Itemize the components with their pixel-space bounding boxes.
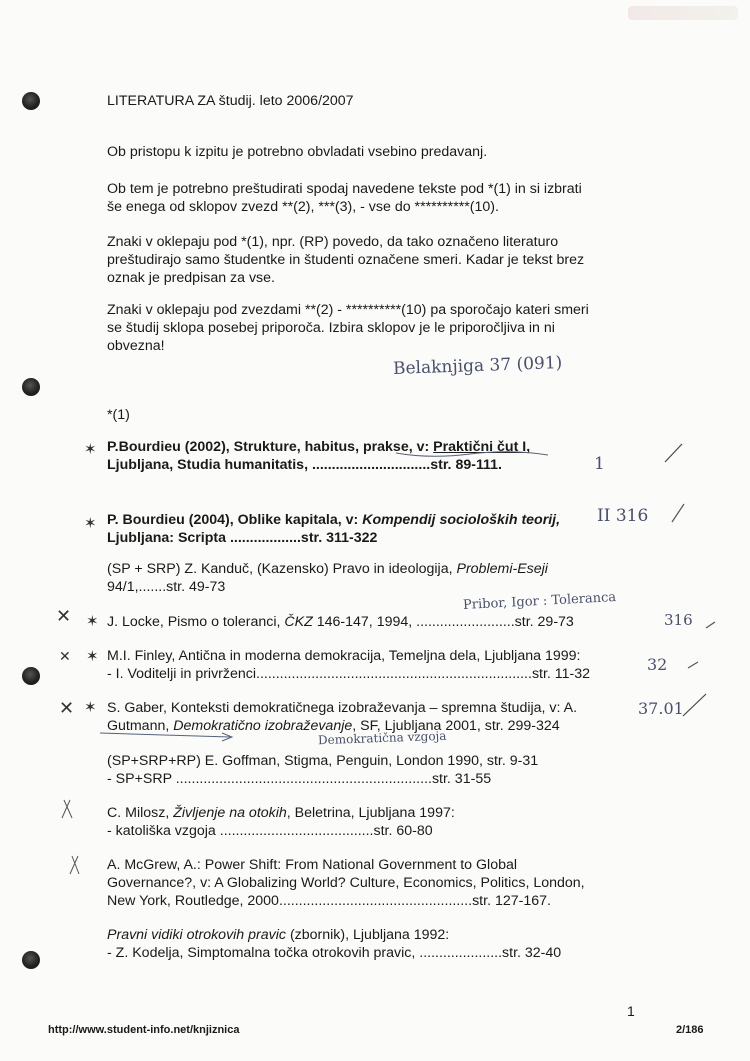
- intro-paragraph-2-line2: še enega od sklopov zvezd **(2), ***(3), - vse do **********(10).: [107, 199, 499, 215]
- star-mark-4: ✶: [86, 647, 99, 665]
- entry-finley-line1: M.I. Finley, Antična in moderna demokracija, Temeljna dela, Ljubljana 1999:: [107, 648, 581, 664]
- star-mark-2: ✶: [84, 514, 97, 532]
- entry-locke: J. Locke, Pismo o toleranci, ČKZ 146-147, 1994, .........................str. 29-73: [107, 614, 574, 630]
- entry-gaber-line2: Gutmann, Demokratično izobraževanje, SF, Ljubljana 2001, str. 299-324: [107, 718, 560, 734]
- entry-kanduc-line1: (SP + SRP) Z. Kanduč, (Kazensko) Pravo in ideologija, Problemi-Eseji: [107, 561, 548, 577]
- handwritten-note-37-01: 37.01: [638, 699, 684, 718]
- entry-milosz-line2: - katoliška vzgoja .......................................str. 60-80: [107, 823, 433, 839]
- handwritten-note-belaknjiga: Belaknjiga 37 (091): [392, 353, 563, 379]
- intro-paragraph-2-line1: Ob tem je potrebno preštudirati spodaj navedene tekste pod *(1) in si izbrati: [107, 181, 582, 197]
- star-mark-3: ✶: [86, 612, 99, 630]
- footer-page-count: 2/186: [676, 1024, 704, 1036]
- section-heading: *(1): [107, 407, 130, 423]
- handwritten-note-32: 32: [647, 655, 668, 674]
- star-mark-5: ✶: [84, 698, 97, 716]
- handwritten-note-316-locke: 316: [664, 611, 693, 629]
- entry-mcgrew-line1: A. McGrew, A.: Power Shift: From National Government to Global: [107, 857, 518, 873]
- intro-paragraph-3-line2: preštudirajo samo študentke in študenti označene smeri. Kadar je tekst brez: [107, 252, 585, 268]
- punch-hole-2: [22, 378, 40, 396]
- document-title: LITERATURA ZA študij. leto 2006/2007: [107, 93, 354, 109]
- entry-mcgrew-line2: Governance?, v: A Globalizing World? Culture, Economics, Politics, London,: [107, 875, 585, 891]
- entry-bourdieu-2004-line2: Ljubljana: Scripta ..................str. 311-322: [107, 530, 378, 546]
- intro-paragraph-4-line1: Znaki v oklepaju pod zvezdami **(2) - **********(10) pa sporočajo kateri smeri: [107, 302, 589, 318]
- cross-mark-2: ✕: [59, 649, 71, 665]
- footer-url[interactable]: http://www.student-info.net/knjiznica: [48, 1024, 240, 1036]
- handwritten-note-demokraticna-vzgoja: Demokratična vzgoja: [317, 728, 447, 748]
- intro-paragraph-3-line1: Znaki v oklepaju pod *(1), npr. (RP) povedo, da tako označeno literaturo: [107, 234, 559, 250]
- cross-mark-3: ✕: [59, 698, 75, 719]
- intro-paragraph-4-line3: obvezna!: [107, 338, 165, 354]
- intro-paragraph-1: Ob pristopu k izpitu je potrebno obvladati vsebino predavanj.: [107, 144, 488, 160]
- entry-gaber-line1: S. Gaber, Konteksti demokratičnega izobraževanja – spremna študija, v: A.: [107, 700, 578, 716]
- entry-milosz-line1: C. Milosz, Življenje na otokih, Beletrina, Ljubljana 1997:: [107, 805, 455, 821]
- entry-finley-line2: - I. Voditelji in privrženci......................................................................str. 11-32: [107, 666, 591, 682]
- punch-hole-1: [22, 92, 40, 110]
- handwritten-note-toleranca: Pribor, Igor : Toleranca: [462, 590, 617, 613]
- intro-paragraph-3-line3: oznak je predpisan za vse.: [107, 270, 275, 286]
- punch-hole-3: [22, 667, 40, 685]
- entry-goffman-line1: (SP+SRP+RP) E. Goffman, Stigma, Penguin, London 1990, str. 9-31: [107, 753, 539, 769]
- handwritten-note-316: II 316: [597, 506, 649, 526]
- entry-mcgrew-line3: New York, Routledge, 2000.................................................str. 127-167.: [107, 893, 551, 909]
- page-number: 1: [627, 1003, 635, 1019]
- entry-goffman-line2: - SP+SRP .................................................................str. 31-55: [107, 771, 492, 787]
- entry-kanduc-line2: 94/1,.......str. 49-73: [107, 579, 226, 595]
- entry-bourdieu-2002-line2: Ljubljana, Studia humanitatis, ..............................str. 89-111.: [107, 457, 502, 473]
- scan-stain: [628, 6, 738, 20]
- star-mark-1: ✶: [84, 440, 97, 458]
- entry-bourdieu-2002-line1: P.Bourdieu (2002), Strukture, habitus, prakse, v: Praktični čut I,: [107, 439, 531, 455]
- entry-kodelja-line1: Pravni vidiki otrokovih pravic (zbornik), Ljubljana 1992:: [107, 927, 450, 943]
- punch-hole-4: [22, 951, 40, 969]
- cross-mark-1: ✕: [56, 606, 72, 627]
- entry-bourdieu-2004-line1: P. Bourdieu (2004), Oblike kapitala, v: Kompendij socioloških teorij,: [107, 512, 561, 528]
- entry-kodelja-line2: - Z. Kodelja, Simptomalna točka otrokovih pravic, .....................str. 32-40: [107, 945, 562, 961]
- intro-paragraph-4-line2: se študij sklopa posebej priporoča. Izbira sklopov je le priporočljiva in ni: [107, 320, 555, 336]
- handwritten-note-1: 1: [594, 454, 605, 474]
